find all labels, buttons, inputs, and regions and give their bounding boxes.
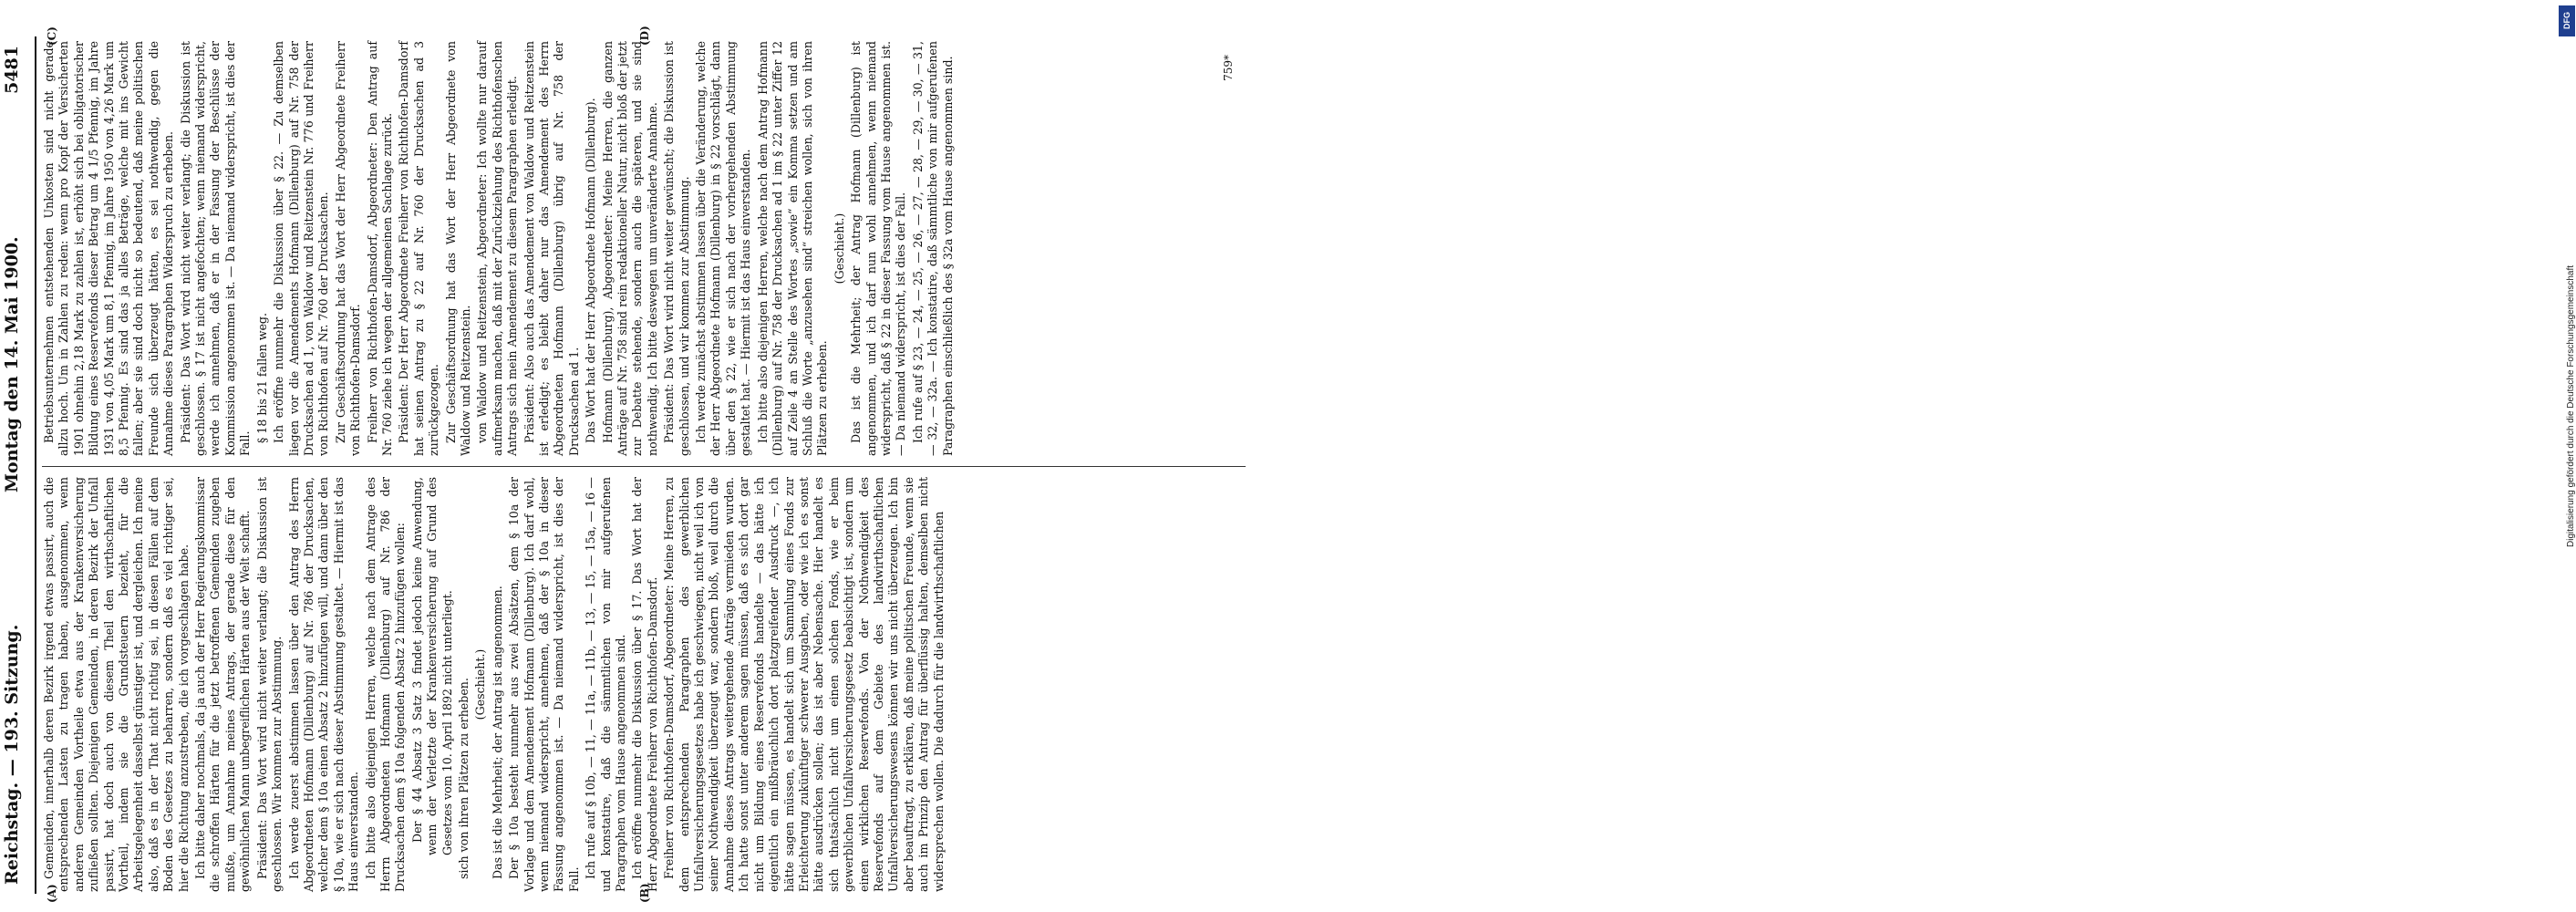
quoted-amendment: Der § 44 Absatz 3 Satz 3 findet jedoch keine Anwendung, wenn der Verletzte der Krankenversicherung auf Grund des Gesetzes vom 10. April 1892 nicht unterliegt. <box>409 477 454 855</box>
paragraph: Präsident: Das Wort wird nicht weiter verlangt; die Diskussion ist geschlossen. § 17 ist nicht angefochten; wenn niemand widerspricht, werde ich annehmen, daß er in der Fassung der Beschlüsse der Kommission angenommen ist. — Da niemand widerspricht, ist dies der Fall. <box>178 41 253 456</box>
margin-marker-d: (D) <box>638 26 651 46</box>
paragraph: Präsident: Das Wort wird nicht weiter gewünscht; die Diskussion ist geschlossen, und wir kommen zur Abstimmung. <box>662 41 691 456</box>
footnote-number: 759* <box>1222 55 1235 81</box>
paragraph: Ich rufe auf § 23, — 24, — 25, — 26, — 27, — 28, — 29, — 30, — 31, — 32, — 32a. — Ich konstatire, daß sämmtliche von mir aufgerufenen Paragraphen einschließlich des § 32a vom Hause angenommen sind. <box>910 41 955 456</box>
paragraph: Ich bitte daher nochmals, da ja auch der Herr Regierungskommissar die schroffen Härten für die jetzt betroffenen Gemeinden zugeben mußte, um Annahme meines Antrags, der gerade diese für den gewöhnlichen Mann unbegreiflichen Härten aus der Welt schafft. <box>193 477 253 892</box>
header-rule <box>35 36 36 894</box>
column-divider <box>42 466 1246 467</box>
paragraph: Ich rufe auf § 10b, — 11, — 11a, — 11b, — 13, — 15, — 15a, — 16 — und konstatire, daß die sämmtlichen von mir aufgerufenen Paragraphen vom Hause angenommen sind. <box>584 477 628 892</box>
paragraph: Ich werde zuerst abstimmen lassen über den Antrag des Herrn Abgeordneten Hofmann (Dillenburg) auf Nr. 786 der Drucksachen, welcher dem § 10a einen Absatz 2 hinzufügen will, und dann über den § 10a, wie er sich nach dieser Abstimmung gestaltet. — Hiermit ist das Haus einverstanden. <box>286 477 361 892</box>
paragraph: Ich bitte also diejenigen Herren, welche nach dem Antrage des Herrn Abgeordneten Hofmann (Dillenburg) auf Nr. 786 der Drucksachen dem § 10a folgenden Absatz 2 hinzufügen wollen: <box>363 477 408 892</box>
paragraph: Präsident: Der Herr Abgeordnete Freiherr von Richthofen-Damsdorf hat seinen Antrag zu § 22 auf Nr. 760 der Drucksachen ad 3 zurückgezogen. <box>397 41 441 456</box>
right-column <box>42 41 1255 456</box>
paragraph: Das ist die Mehrheit; der Antrag ist angenommen. <box>490 586 504 879</box>
paragraph: Ich werde zunächst abstimmen lassen über die Veränderung, welche der Herr Abgeordnete Hofmann (Dillenburg) in § 22 vorschlägt, dann über den § 22, wie er sich nach der vorhergehenden Abstimmung gestaltet hat. — Hiermit ist das Haus einverstanden. <box>694 41 753 456</box>
paragraph: von Waldow und Reitzenstein, Abgeordneter: Ich wollte nur darauf aufmerksam machen, daß mit der Zurückziehung des Richthofenschen Antrags sich mein Amendement zu diesem Paragraphen erledigt. <box>475 41 520 456</box>
digitization-sidebar <box>1273 0 2576 912</box>
dfg-logo-icon: DFG <box>2559 5 2575 36</box>
paragraph: Freiherr von Richthofen-Damsdorf, Abgeordneter: Den Antrag auf Nr. 760 ziehe ich wegen der allgemeinen Sachlage zurück. <box>365 41 394 456</box>
paragraph: Zur Geschäftsordnung hat das Wort der Herr Abgeordnete Freiherr von Richthofen-Damsdorf. <box>333 41 363 456</box>
paragraph: Ich eröffne nunmehr die Diskussion über § 17. Das Wort hat der Herr Abgeordnete Freiherr von Richthofen-Damsdorf. <box>630 477 659 892</box>
paragraph: Das Wort hat der Herr Abgeordnete Hofmann (Dillenburg). <box>584 98 598 443</box>
left-column <box>42 477 1255 892</box>
paragraph: Gemeinden, innerhalb deren Bezirk irgend etwas passirt, auch die entsprechenden Lasten zu tragen haben, ausgenommen, wenn anderen Gemeinden Vortheile etwa aus der Krankenversicherung zufließen sollten. Diejenigen Gemeinden, in deren Bezirk der Unfall passirt, hat doch auch von diesem Theil den wirthschaftlichen Vortheil, indem sie die Grundsteuern bezieht, für die Arbeitsgelegenheit dasselbst günstiger ist, und dergleichen. Ich meine also, daß es in der That nicht richtig sei, in diesen Fällen auf dem Boden des Gesetzes zu beharren, sondern daß es viel richtiger sei, hier die Richtung anzustreben, die ich vorgeschlagen habe. <box>42 477 191 892</box>
stage-direction: (Geschieht.) <box>832 212 846 285</box>
paragraph: sich von ihren Plätzen zu erheben. <box>456 678 471 879</box>
page-number: 5481 <box>2 46 22 94</box>
paragraph: Der § 10a besteht nunmehr aus zwei Absätzen, dem § 10a der Vorlage und dem Amendement Hofmann (Dillenburg). Ich darf wohl, wenn niemand widerspricht, annehmen, daß der § 10a in dieser Fassung angenommen ist. — Da niemand widerspricht, ist dies der Fall. <box>507 477 581 892</box>
paragraph: Betriebsunternehmen entstehenden Unkosten sind nicht gerade allzu hoch. Um in Zahlen zu reden: wenn pro Kopf der Versicherten 1901 ohnehin 2,18 Mark zu zahlen ist, erhöht sich bei obligatorischer Bildung eines Reservefonds dieser Betrag um 4 1/5 Pfennig, im Jahre 1931 von 4,05 Mark um 8,1 Pfennig, im Jahre 1950 von 4,26 Mark um 8,5 Pfennig. Es sind das ja alles Beträge, welche mit ins Gewicht fallen; aber sie sind doch nicht so bedeutend, daß meine politischen Freunde sich überzeugt hätten, es sei nothwendig, gegen die Annahme dieses Paragraphen Widerspruch zu erheben. <box>42 41 176 456</box>
paragraph: Präsident: Das Wort wird nicht weiter verlangt; die Diskussion ist geschlossen. Wir kommen zur Abstimmung. <box>254 477 284 892</box>
paragraph: Hofmann (Dillenburg), Abgeordneter: Meine Herren, die ganzen Anträge auf Nr. 758 sind rein redaktioneller Natur, nicht bloß der jetzt zur Debatte stehende, sondern auch die späteren, und sie sind nothwendig. Ich bitte deswegen um unveränderte Annahme. <box>600 41 659 456</box>
paragraph: Das ist die Mehrheit; der Antrag Hofmann (Dillenburg) ist angenommen, und ich darf nun wohl annehmen, wenn niemand widerspricht, daß § 22 in dieser Fassung vom Hause angenommen ist. — Da niemand widerspricht, ist dies der Fall. <box>849 41 908 456</box>
margin-marker-a: (A) <box>46 884 58 903</box>
stage-direction: (Geschieht.) <box>473 648 488 720</box>
paragraph: Ich bitte also diejenigen Herren, welche nach dem Antrag Hofmann (Dillenburg) auf Nr. 758 der Drucksachen ad 1 im § 22 unter Ziffer 12 auf Zeile 4 an Stelle des Wortes „sowie“ ein Komma setzen und am Schluß die Worte „anzusehen sind“ streichen wollen, sich von ihren Plätzen zu erheben. <box>755 41 830 456</box>
running-header <box>0 27 33 903</box>
paragraph: Zur Geschäftsordnung hat das Wort der Herr Abgeordnete von Waldow und Reitzenstein. <box>443 41 472 456</box>
paragraph: § 18 bis 21 fallen weg. <box>254 312 269 443</box>
rotated-page-content <box>0 27 1277 903</box>
margin-marker-b: (B) <box>638 883 651 903</box>
funding-credit: Digitalisierung gefördert durch die Deutsche Forschungsgemeinschaft <box>2566 264 2576 547</box>
header-left: Reichstag. — 193. Sitzung. <box>2 624 22 885</box>
margin-marker-c: (C) <box>46 26 58 46</box>
paragraph: Freiherr von Richthofen-Damsdorf, Abgeordneter: Meine Herren, zu dem entsprechenden Paragraphen des gewerblichen Unfallversicherungsgesetzes habe ich geschwiegen, nicht weil ich von seiner Nothwendigkeit überzeugt war, sondern bloß, weil durch die Annahme dieses Antrags weitergehende Anträge vermieden wurden. Ich hatte sonst unter anderem sagen müssen, daß es sich dort gar nicht um Bildung eines Reservefonds handelte — das hätte ich eigentlich ein mißbräuchlich dort platzgreifender Ausdruck —, ich hätte sagen müssen, es handelt sich um Sammlung eines Fonds zur Erleichterung zukünftiger schwerer Ausgaben, oder wie ich es sonst hätte ausdrücken sollen; das ist aber Nebensache. Hier handelt es sich thatsächlich nicht um einen solchen Fonds, wie er beim gewerblichen Unfallversicherungsgesetz beabsichtigt ist, sondern um einen wirklichen Reservefonds. Von der Nothwendigkeit des Reservefonds auf dem Gebiete des landwirthschaftlichen Unfallversicherungswesens können wir uns nicht überzeugen. Ich bin aber beauftragt, zu erklären, daß meine politischen Freunde, wenn sie auch im Prinzip den Antrag für überflüssig halten, demselben nicht widersprechen wollen. Die dadurch für die landwirthschaftlichen <box>662 477 946 892</box>
paragraph: Präsident: Also auch das Amendement von Waldow und Reitzenstein ist erledigt; es bleibt daher nur das Amendement des Herrn Abgeordneten Hofmann (Dillenburg) übrig auf Nr. 758 der Drucksachen ad 1. <box>522 41 581 456</box>
header-date: Montag den 14. Mai 1900. <box>2 236 22 492</box>
paragraph: Ich eröffne nunmehr die Diskussion über § 22. — Zu demselben liegen vor die Amendements Hofmann (Dillenburg) auf Nr. 758 der Drucksachen ad 1, von Waldow und Reitzenstein Nr. 776 und Freiherr von Richthofen auf Nr. 760 der Drucksachen. <box>272 41 331 456</box>
